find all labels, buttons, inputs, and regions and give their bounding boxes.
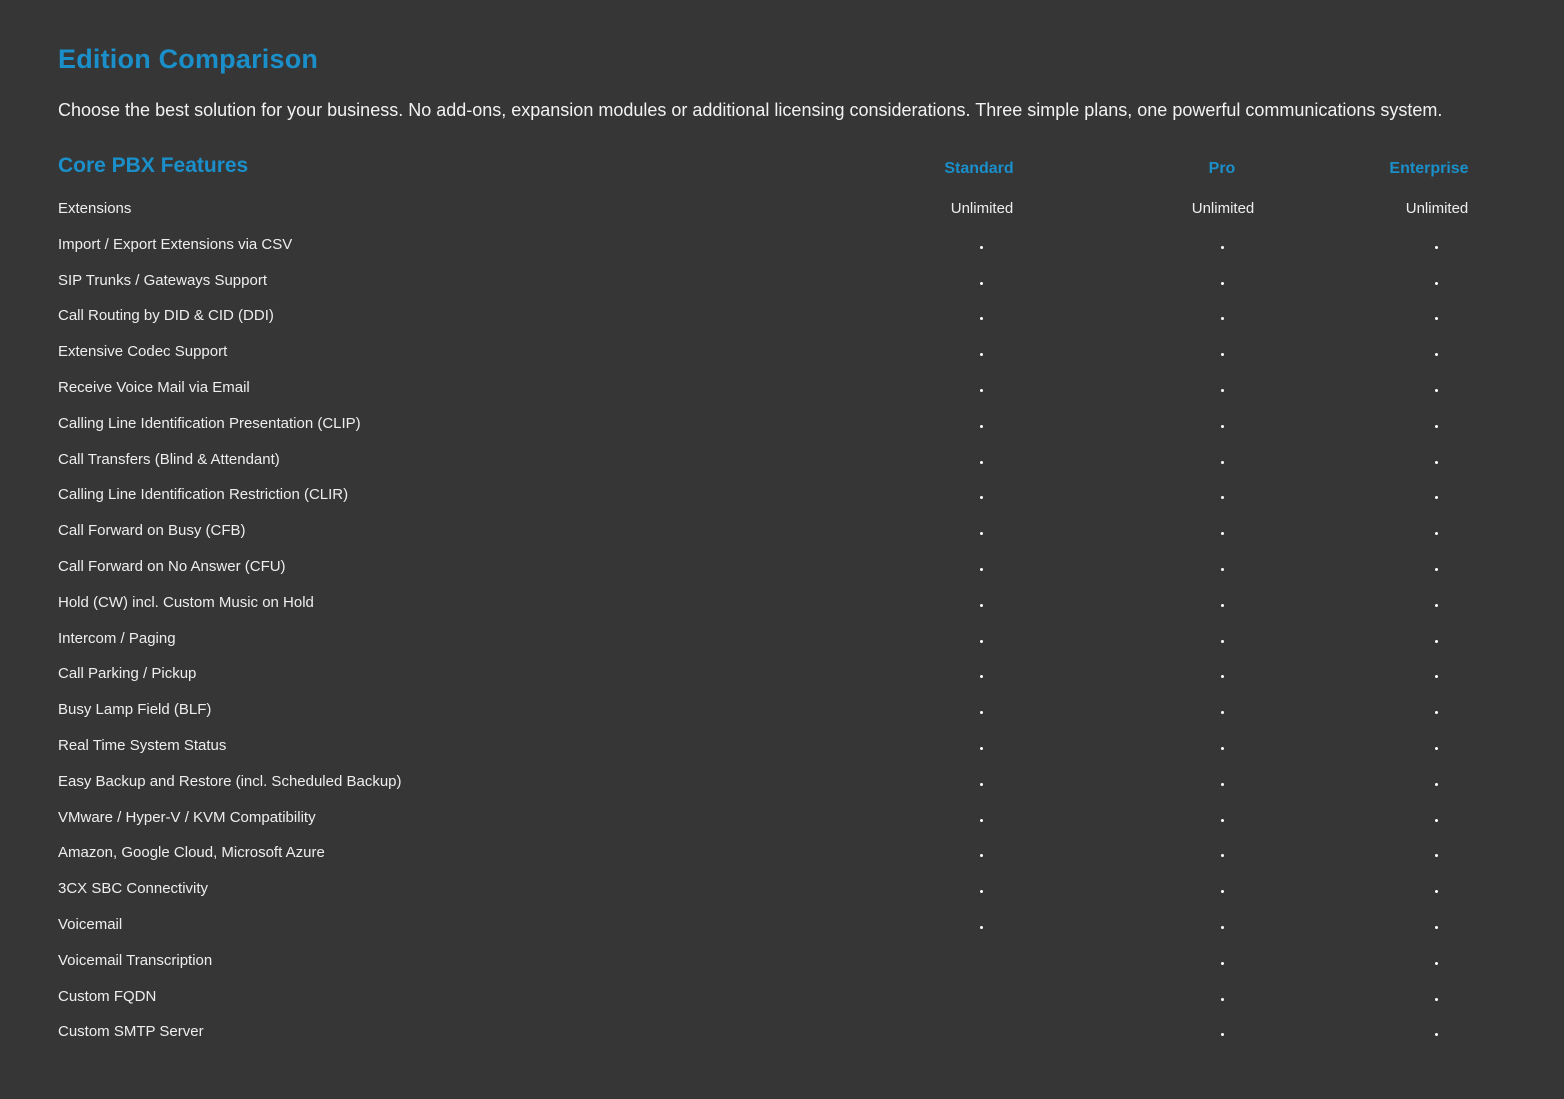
cell-standard: Unlimited — [950, 200, 1014, 217]
cell-pro — [1163, 844, 1283, 864]
table-row — [58, 729, 1528, 765]
included-bullet-icon — [980, 496, 983, 499]
cell-pro — [1163, 916, 1283, 936]
cell-enterprise — [1377, 665, 1497, 685]
table-row — [58, 693, 1528, 729]
included-bullet-icon — [1221, 353, 1224, 356]
included-bullet-icon — [1435, 819, 1438, 822]
cell-standard — [922, 236, 1042, 256]
included-bullet-icon — [1435, 568, 1438, 571]
cell-enterprise — [1377, 916, 1497, 936]
included-bullet-icon — [1221, 640, 1224, 643]
feature-label: Custom SMTP Server — [58, 1023, 204, 1041]
cell-standard — [922, 594, 1042, 614]
cell-enterprise: Unlimited — [1405, 200, 1469, 217]
included-bullet-icon — [1221, 389, 1224, 392]
included-bullet-icon — [1221, 317, 1224, 320]
feature-label: Hold (CW) incl. Custom Music on Hold — [58, 593, 314, 611]
cell-standard — [922, 988, 1042, 1008]
table-row — [58, 872, 1528, 908]
cell-enterprise — [1377, 594, 1497, 614]
cell-pro — [1163, 343, 1283, 363]
included-bullet-icon — [980, 711, 983, 714]
feature-label: Extensions — [58, 200, 132, 217]
cell-enterprise — [1377, 773, 1497, 793]
included-bullet-icon — [1435, 496, 1438, 499]
feature-label: Call Transfers (Blind & Attendant) — [58, 450, 280, 468]
feature-label: VMware / Hyper-V / KVM Compatibility — [58, 808, 316, 826]
included-bullet-icon — [1221, 675, 1224, 678]
table-row — [58, 1015, 1528, 1051]
table-row — [58, 622, 1528, 658]
table-row — [58, 980, 1528, 1016]
cell-standard — [922, 916, 1042, 936]
cell-pro — [1163, 773, 1283, 793]
included-bullet-icon — [1221, 926, 1224, 929]
included-bullet-icon — [1435, 926, 1438, 929]
table-row — [58, 836, 1528, 872]
table-row — [58, 657, 1528, 693]
included-bullet-icon — [980, 246, 983, 249]
cell-standard — [922, 630, 1042, 650]
cell-enterprise — [1377, 737, 1497, 757]
cell-pro — [1163, 880, 1283, 900]
cell-enterprise — [1377, 307, 1497, 327]
included-bullet-icon — [980, 890, 983, 893]
included-bullet-icon — [980, 926, 983, 929]
cell-enterprise — [1377, 343, 1497, 363]
included-bullet-icon — [1435, 246, 1438, 249]
column-header-pro: Pro — [1208, 160, 1236, 177]
cell-pro: Unlimited — [1191, 200, 1255, 217]
cell-standard — [922, 880, 1042, 900]
included-bullet-icon — [1221, 890, 1224, 893]
feature-label: Extensive Codec Support — [58, 343, 228, 361]
cell-standard — [922, 272, 1042, 292]
included-bullet-icon — [980, 389, 983, 392]
table-row — [58, 765, 1528, 801]
cell-pro — [1163, 379, 1283, 399]
feature-label: Easy Backup and Restore (incl. Scheduled Backup) — [58, 772, 402, 790]
column-header-standard: Standard — [944, 160, 1014, 177]
included-bullet-icon — [1221, 532, 1224, 535]
included-bullet-icon — [1221, 711, 1224, 714]
included-bullet-icon — [980, 317, 983, 320]
cell-pro — [1163, 701, 1283, 721]
feature-label: Voicemail Transcription — [58, 951, 213, 969]
included-bullet-icon — [1435, 854, 1438, 857]
table-row — [58, 228, 1528, 264]
cell-pro — [1163, 272, 1283, 292]
cell-standard — [922, 307, 1042, 327]
included-bullet-icon — [1435, 640, 1438, 643]
table-row — [58, 586, 1528, 622]
table-row — [58, 407, 1528, 443]
included-bullet-icon — [1221, 819, 1224, 822]
included-bullet-icon — [1221, 1033, 1224, 1036]
included-bullet-icon — [1435, 389, 1438, 392]
included-bullet-icon — [980, 675, 983, 678]
cell-pro — [1163, 307, 1283, 327]
table-row — [58, 550, 1528, 586]
cell-enterprise — [1377, 701, 1497, 721]
page-title: Edition Comparison — [58, 44, 319, 74]
cell-pro — [1163, 737, 1283, 757]
cell-standard — [922, 701, 1042, 721]
section-title: Core PBX Features — [58, 154, 249, 177]
cell-pro — [1163, 630, 1283, 650]
cell-pro — [1163, 522, 1283, 542]
feature-label: 3CX SBC Connectivity — [58, 880, 209, 898]
included-bullet-icon — [1221, 854, 1224, 857]
cell-standard — [922, 451, 1042, 471]
cell-pro — [1163, 558, 1283, 578]
cell-standard — [922, 844, 1042, 864]
table-row — [58, 371, 1528, 407]
cell-standard — [922, 486, 1042, 506]
included-bullet-icon — [1221, 604, 1224, 607]
feature-label: SIP Trunks / Gateways Support — [58, 271, 267, 289]
feature-label: Call Parking / Pickup — [58, 665, 197, 683]
cell-standard — [922, 415, 1042, 435]
included-bullet-icon — [1435, 711, 1438, 714]
cell-enterprise — [1377, 844, 1497, 864]
included-bullet-icon — [1221, 425, 1224, 428]
included-bullet-icon — [1435, 532, 1438, 535]
cell-enterprise — [1377, 630, 1497, 650]
included-bullet-icon — [980, 604, 983, 607]
cell-standard — [922, 1023, 1042, 1043]
cell-pro — [1163, 665, 1283, 685]
cell-enterprise — [1377, 988, 1497, 1008]
cell-pro — [1163, 486, 1283, 506]
cell-pro — [1163, 809, 1283, 829]
cell-enterprise — [1377, 379, 1497, 399]
included-bullet-icon — [1221, 783, 1224, 786]
included-bullet-icon — [980, 568, 983, 571]
included-bullet-icon — [980, 461, 983, 464]
cell-standard — [922, 952, 1042, 972]
included-bullet-icon — [1221, 747, 1224, 750]
cell-enterprise — [1377, 880, 1497, 900]
table-row — [58, 192, 1528, 228]
included-bullet-icon — [980, 640, 983, 643]
feature-label: Calling Line Identification Presentation (CLIP) — [58, 414, 361, 432]
cell-standard — [922, 558, 1042, 578]
cell-enterprise — [1377, 952, 1497, 972]
cell-enterprise — [1377, 558, 1497, 578]
column-header-enterprise: Enterprise — [1389, 160, 1469, 177]
cell-standard — [922, 379, 1042, 399]
feature-label: Calling Line Identification Restriction (CLIR) — [58, 486, 349, 504]
included-bullet-icon — [980, 783, 983, 786]
feature-label: Voicemail — [58, 915, 123, 933]
included-bullet-icon — [980, 819, 983, 822]
cell-pro — [1163, 1023, 1283, 1043]
table-row — [58, 478, 1528, 514]
included-bullet-icon — [980, 854, 983, 857]
feature-label: Call Forward on Busy (CFB) — [58, 522, 246, 540]
included-bullet-icon — [1435, 747, 1438, 750]
included-bullet-icon — [1221, 496, 1224, 499]
cell-pro — [1163, 451, 1283, 471]
included-bullet-icon — [1435, 461, 1438, 464]
included-bullet-icon — [1221, 461, 1224, 464]
cell-enterprise — [1377, 236, 1497, 256]
cell-standard — [922, 773, 1042, 793]
included-bullet-icon — [980, 282, 983, 285]
included-bullet-icon — [1221, 568, 1224, 571]
feature-label: Receive Voice Mail via Email — [58, 378, 250, 396]
included-bullet-icon — [1435, 604, 1438, 607]
feature-label: Custom FQDN — [58, 987, 157, 1005]
feature-label: Call Routing by DID & CID (DDI) — [58, 307, 274, 325]
table-row — [58, 299, 1528, 335]
table-row — [58, 264, 1528, 300]
feature-label: Call Forward on No Answer (CFU) — [58, 557, 286, 575]
cell-standard — [922, 665, 1042, 685]
included-bullet-icon — [1435, 353, 1438, 356]
table-row — [58, 801, 1528, 837]
included-bullet-icon — [1435, 962, 1438, 965]
table-row — [58, 514, 1528, 550]
included-bullet-icon — [1221, 962, 1224, 965]
included-bullet-icon — [1435, 1033, 1438, 1036]
cell-enterprise — [1377, 522, 1497, 542]
cell-standard — [922, 343, 1042, 363]
included-bullet-icon — [1435, 425, 1438, 428]
cell-enterprise — [1377, 1023, 1497, 1043]
included-bullet-icon — [1221, 998, 1224, 1001]
cell-enterprise — [1377, 451, 1497, 471]
table-row — [58, 944, 1528, 980]
included-bullet-icon — [980, 532, 983, 535]
included-bullet-icon — [1435, 998, 1438, 1001]
cell-enterprise — [1377, 272, 1497, 292]
feature-table — [58, 192, 1528, 1051]
cell-pro — [1163, 415, 1283, 435]
table-row — [58, 335, 1528, 371]
included-bullet-icon — [1435, 783, 1438, 786]
table-row — [58, 908, 1528, 944]
cell-standard — [922, 809, 1042, 829]
included-bullet-icon — [1221, 246, 1224, 249]
included-bullet-icon — [980, 425, 983, 428]
included-bullet-icon — [1435, 675, 1438, 678]
cell-pro — [1163, 988, 1283, 1008]
cell-standard — [922, 737, 1042, 757]
included-bullet-icon — [1435, 890, 1438, 893]
feature-label: Real Time System Status — [58, 736, 227, 754]
cell-standard — [922, 522, 1042, 542]
feature-label: Busy Lamp Field (BLF) — [58, 701, 212, 719]
cell-pro — [1163, 236, 1283, 256]
feature-label: Import / Export Extensions via CSV — [58, 235, 293, 253]
included-bullet-icon — [1221, 282, 1224, 285]
feature-label: Intercom / Paging — [58, 629, 176, 647]
feature-label: Amazon, Google Cloud, Microsoft Azure — [58, 844, 325, 862]
cell-pro — [1163, 952, 1283, 972]
included-bullet-icon — [980, 353, 983, 356]
cell-enterprise — [1377, 809, 1497, 829]
cell-enterprise — [1377, 415, 1497, 435]
included-bullet-icon — [1435, 282, 1438, 285]
included-bullet-icon — [980, 747, 983, 750]
table-row — [58, 443, 1528, 479]
cell-enterprise — [1377, 486, 1497, 506]
cell-pro — [1163, 594, 1283, 614]
intro-text: Choose the best solution for your business. No add-ons, expansion modules or additional licensing considerations. Three simple plans, one powerful communications system. — [58, 100, 1443, 120]
included-bullet-icon — [1435, 317, 1438, 320]
